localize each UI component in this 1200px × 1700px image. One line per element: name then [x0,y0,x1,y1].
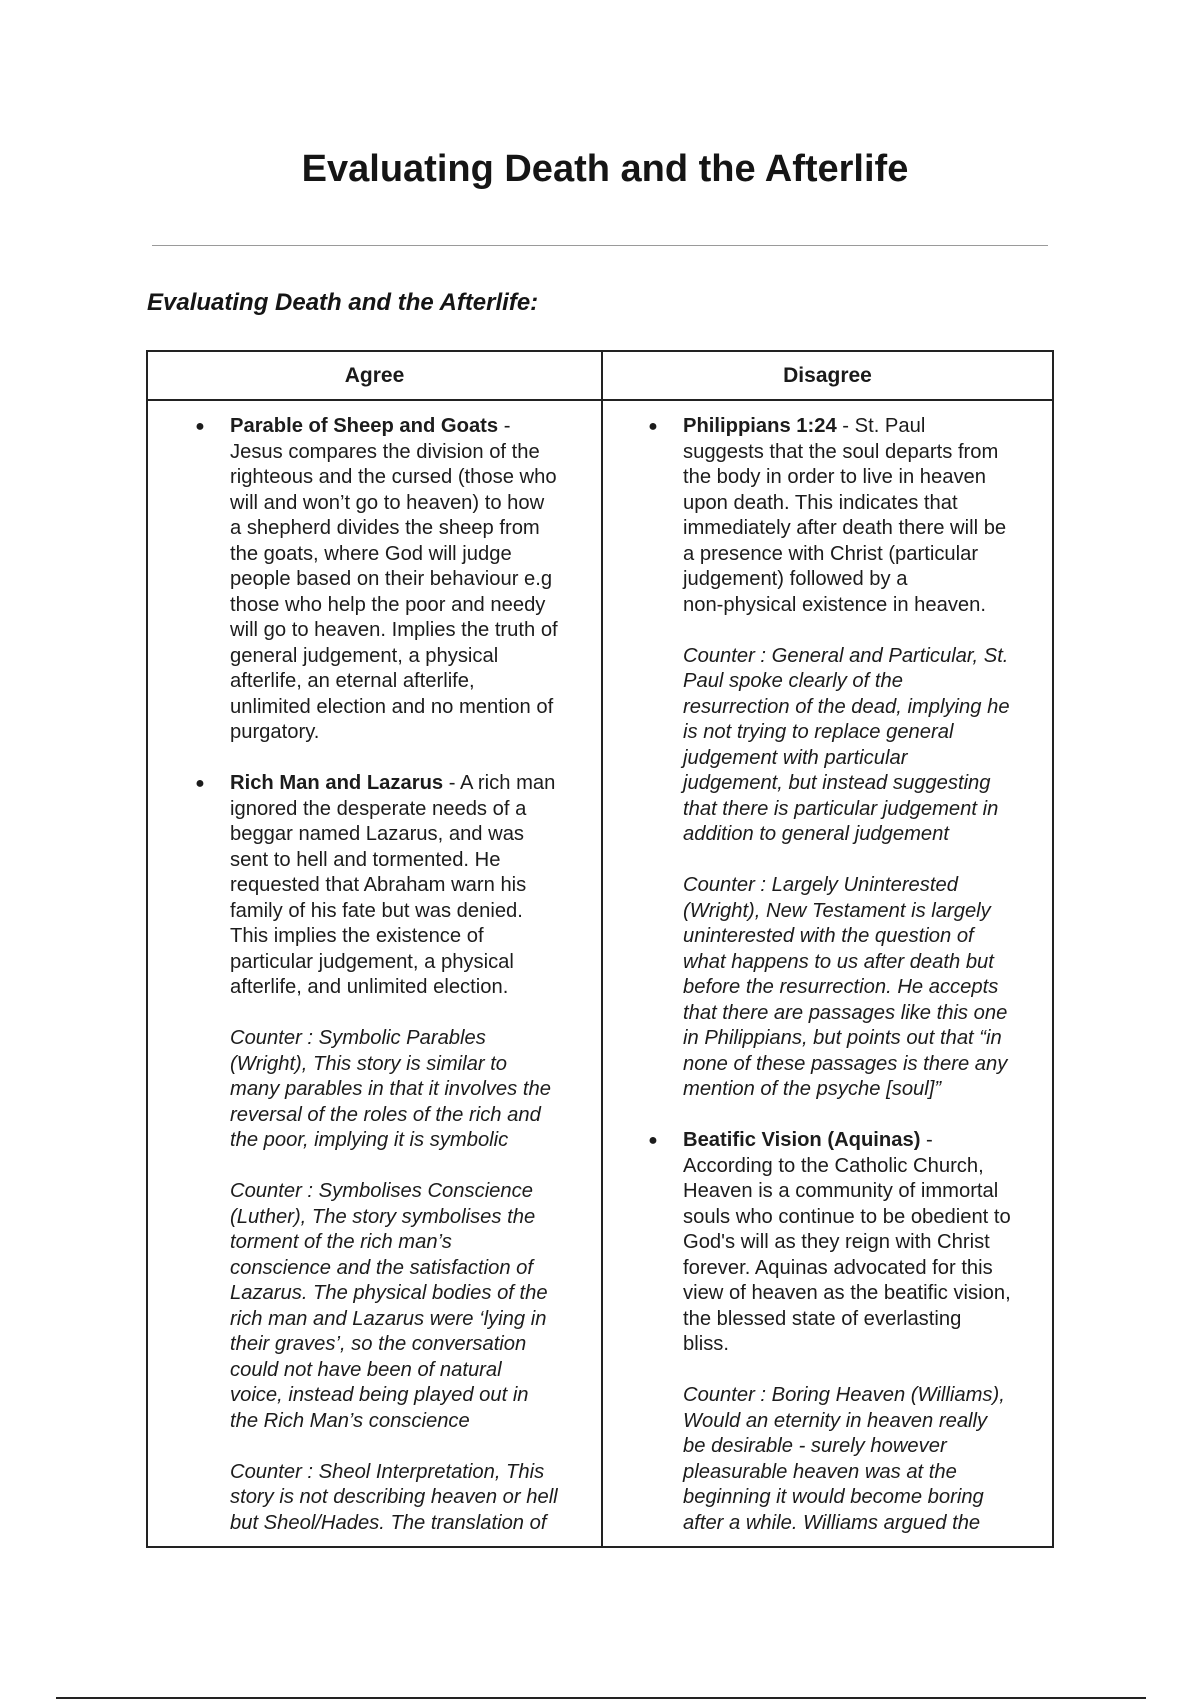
spacer [230,1001,600,1027]
column-divider [601,352,603,1546]
agree-entry-sheep-goats [195,414,600,746]
bullet-icon: ● [648,418,658,435]
spacer [683,618,1053,644]
counter-argument: Counter : General and Particular, St. Paul spoke clearly of the resurrection of the dead, implying he is not trying to replace general judgement with particular judgement, but instead suggesting that there is particular judgement in addition to general judgement [683,644,1010,845]
counter-argument: Counter : Largely Uninterested (Wright), New Testament is largely uninterested with the question of what happens to us after death but before the resurrection. He accepts that there are passages like this one in Philippians, but points out that “in none of these passages is there any mention of the psyche [soul]” [683,874,1008,1100]
counter-argument: Counter : Symbolic Parables (Wright), This story is similar to many parables in that it involves the reversal of the roles of the rich and the poor, implying it is symbolic [230,1027,551,1151]
disagree-entry-beatific-vision [648,1128,1053,1536]
entry-text [683,414,1053,618]
spacer [683,1358,1053,1384]
bullet-icon: ● [195,775,205,792]
entry-term: Parable of Sheep and Goats [230,415,499,437]
header-divider [148,399,1052,401]
entry-body: - A rich man ignored the desperate needs of a beggar named Lazarus, and was sent to hell and tormented. He requested that Abraham warn his family of his fate but was denied. This implies the existence of particular judgement, a physical afterlife, and unlimited election. [230,772,556,998]
spacer [230,1154,600,1180]
entry-text [230,771,600,1001]
section-heading: Evaluating Death and the Afterlife: [147,289,539,316]
page-title: Evaluating Death and the Afterlife [301,148,909,190]
bullet-icon: ● [195,418,205,435]
bullet-icon: ● [648,1132,658,1149]
entry-text [230,414,600,746]
comparison-table [146,350,1054,1548]
disagree-column-header: Disagree [783,364,872,387]
counter-argument: Counter : Sheol Interpretation, This story is not describing heaven or hell but Sheol/Hades. The translation of [230,1460,558,1534]
spacer [230,1434,600,1460]
entry-text [683,1128,1053,1358]
spacer [230,746,600,772]
entry-body: - According to the Catholic Church, Heaven is a community of immortal souls who continue to be obedient to God's will as they reign with Christ forever. Aquinas advocated for this view of heaven as the beatific vision, the blessed state of everlasting bliss. [683,1129,1011,1355]
footer-divider [56,1697,1146,1699]
title-divider [152,245,1048,246]
agree-entry-rich-man-lazarus [195,771,600,1536]
entry-term: Rich Man and Lazarus [230,772,444,794]
counter-argument: Counter : Boring Heaven (Williams), Would an eternity in heaven really be desirable - surely however pleasurable heaven was at the beginning it would become boring after a while. Williams argued the [683,1384,1005,1534]
entry-term: Philippians 1:24 [683,415,837,437]
disagree-column [648,414,1053,1536]
spacer [683,848,1053,874]
entry-body: - Jesus compares the division of the righteous and the cursed (those who will and won’t go to heaven) to how a shepherd divides the sheep from the goats, where God will judge people based on their behaviour e.g those who help the poor and needy will go to heaven. Implies the truth of general judgement, a physical afterlife, an eternal afterlife, unlimited election and no mention of purgatory. [230,415,558,743]
entry-term: Beatific Vision (Aquinas) [683,1129,921,1151]
entry-body: - St. Paul suggests that the soul departs from the body in order to live in heaven upon death. This indicates that immediately after death there will be a presence with Christ (particular judgement) followed by a non-physical existence in heaven. [683,415,1007,616]
agree-column-header: Agree [344,364,405,387]
disagree-entry-philippians [648,414,1053,1103]
counter-argument: Counter : Symbolises Conscience (Luther), The story symbolises the torment of the rich man’s conscience and the satisfaction of Lazarus. The physical bodies of the rich man and Lazarus were ‘lying in their graves’, so the conversation could not have been of natural voice, instead being played out in the Rich Man’s conscience [230,1180,548,1432]
spacer [683,1103,1053,1129]
agree-column [195,414,600,1536]
